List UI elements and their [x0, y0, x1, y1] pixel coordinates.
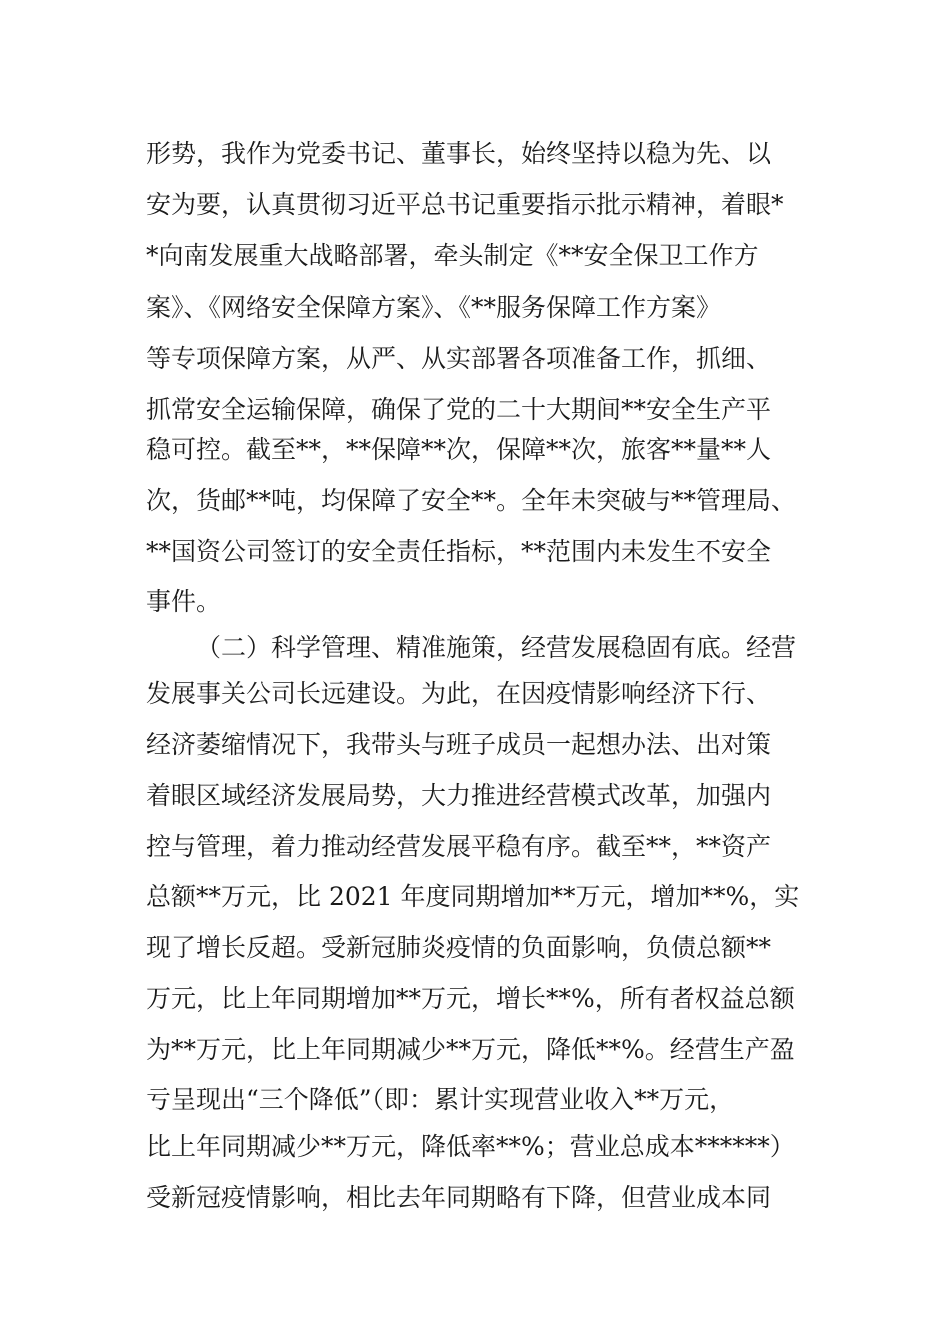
text-line: 亏呈现出“三个降低”（即：累计实现营业收入**万元， [146, 1085, 735, 1114]
text-line: 形势，我作为党委书记、董事长，始终坚持以稳为先、以 [146, 139, 772, 168]
text-line: 事件。 [146, 587, 222, 616]
text-line: 现了增长反超。受新冠肺炎疫情的负面影响，负债总额** [146, 933, 772, 962]
text-line: 总额**万元，比 2021 年度同期增加**万元，增加**%，实 [146, 882, 800, 911]
text-line: 控与管理，着力推动经营发展平稳有序。截至**，**资产 [146, 832, 772, 861]
text-line: 为**万元，比上年同期减少**万元，降低**%。经营生产盈 [146, 1035, 795, 1064]
section-heading-line: （二）科学管理、精准施策，经营发展稳固有底。经营 [196, 633, 797, 662]
text-line: 受新冠疫情影响，相比去年同期略有下降，但营业成本同 [146, 1183, 772, 1212]
text-line: 经济萎缩情况下，我带头与班子成员一起想办法、出对策 [146, 730, 772, 759]
text-line: 抓常安全运输保障，确保了党的二十大期间**安全生产平 [146, 395, 772, 424]
text-line: 等专项保障方案，从严、从实部署各项准备工作，抓细、 [146, 344, 772, 373]
text-line: 比上年同期减少**万元，降低率**%；营业总成本******） [146, 1132, 795, 1161]
text-line: 发展事关公司长远建设。为此，在因疫情影响经济下行、 [146, 679, 772, 708]
text-line: *向南发展重大战略部署，牵头制定《**安全保卫工作方 [146, 241, 759, 270]
text-line: 次，货邮**吨，均保障了安全**。全年未突破与**管理局、 [146, 486, 797, 515]
text-line: **国资公司签订的安全责任指标，**范围内未发生不安全 [146, 537, 772, 566]
text-line: 安为要，认真贯彻习近平总书记重要指示批示精神，着眼* [146, 190, 784, 219]
text-line: 万元，比上年同期增加**万元，增长**%，所有者权益总额 [146, 984, 795, 1013]
text-line: 案》、《网络安全保障方案》、《**服务保障工作方案》 [146, 293, 722, 322]
text-line: 着眼区域经济发展局势，大力推进经营模式改革，加强内 [146, 781, 772, 810]
text-line: 稳可控。截至**，**保障**次，保障**次，旅客**量**人 [146, 435, 772, 464]
